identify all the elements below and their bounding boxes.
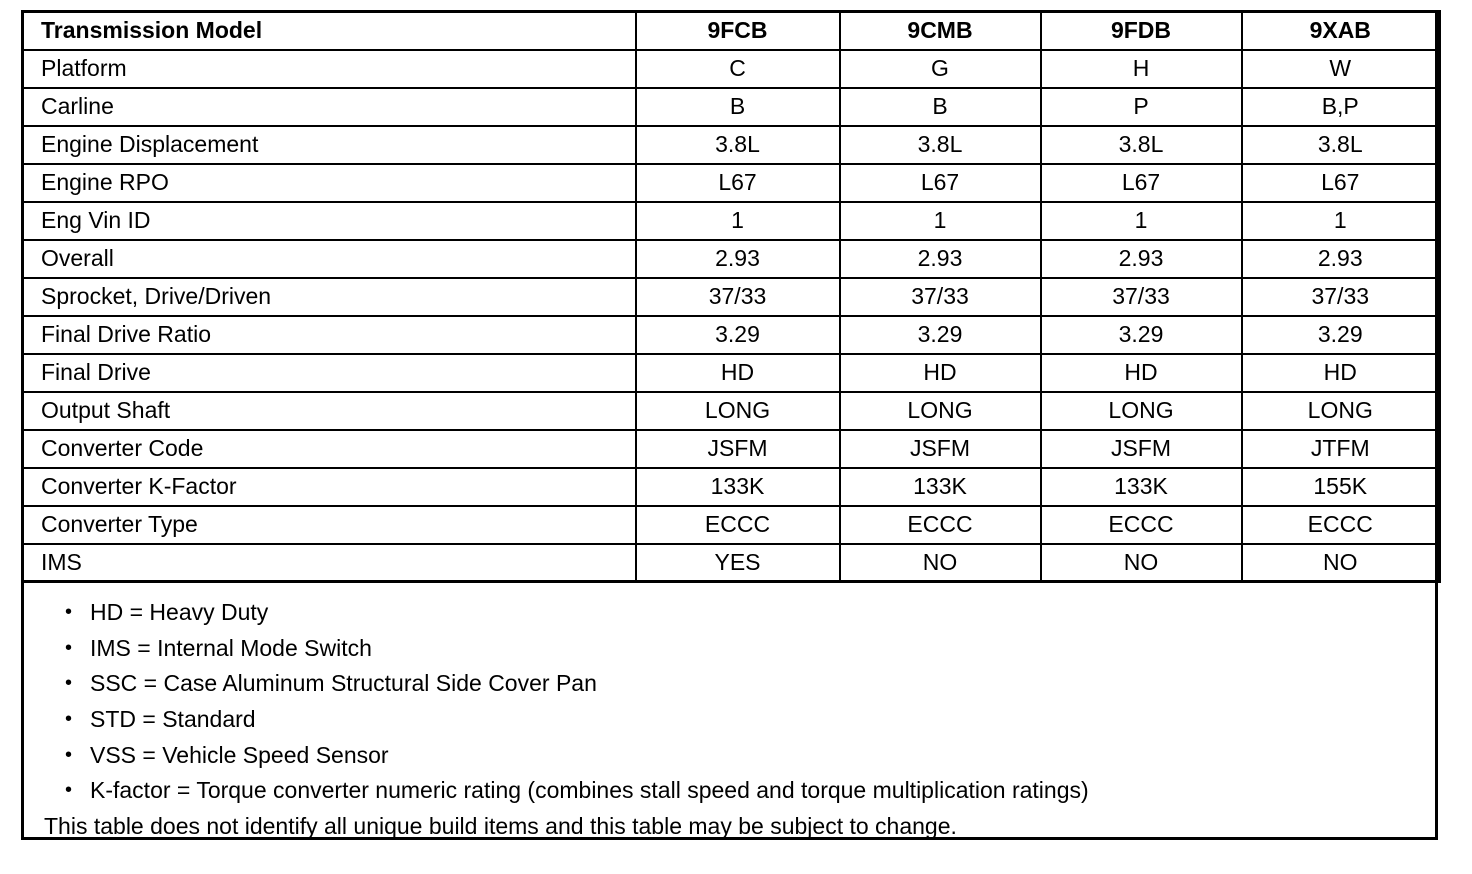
cell-value: LONG — [1041, 392, 1242, 430]
row-label: Final Drive Ratio — [23, 316, 636, 354]
cell-value: 2.93 — [840, 240, 1041, 278]
cell-value: L67 — [1242, 164, 1440, 202]
note-item — [44, 631, 1435, 667]
header-label: Transmission Model — [23, 12, 636, 50]
cell-value: HD — [840, 354, 1041, 392]
row-label: Overall — [23, 240, 636, 278]
cell-value: ECCC — [840, 506, 1041, 544]
cell-value: ECCC — [1041, 506, 1242, 544]
cell-value: H — [1041, 50, 1242, 88]
row-label: IMS — [23, 544, 636, 582]
cell-value: HD — [636, 354, 840, 392]
table-row — [23, 430, 1440, 468]
cell-value: 1 — [840, 202, 1041, 240]
table-row — [23, 50, 1440, 88]
cell-value: 133K — [636, 468, 840, 506]
note-text: IMS = Internal Mode Switch — [90, 634, 372, 661]
disclaimer-text: This table does not identify all unique build items and this table may be subject to change. — [44, 813, 957, 840]
cell-value: 3.8L — [636, 126, 840, 164]
cell-value: B — [840, 88, 1041, 126]
note-text: K-factor = Torque converter numeric rating (combines stall speed and torque multiplication ratings) — [90, 777, 1089, 804]
cell-value: 37/33 — [636, 278, 840, 316]
row-label: Engine Displacement — [23, 126, 636, 164]
note-text: VSS = Vehicle Speed Sensor — [90, 741, 389, 768]
table-row — [23, 88, 1440, 126]
cell-value: L67 — [840, 164, 1041, 202]
table-row — [23, 240, 1440, 278]
table-row — [23, 316, 1440, 354]
table-row — [23, 392, 1440, 430]
cell-value: ECCC — [1242, 506, 1440, 544]
note-item — [44, 773, 1435, 809]
note-item — [44, 595, 1435, 631]
transmission-spec-sheet — [21, 10, 1438, 840]
note-text: STD = Standard — [90, 706, 256, 733]
cell-value: LONG — [1242, 392, 1440, 430]
cell-value: 37/33 — [1242, 278, 1440, 316]
cell-value: 3.8L — [840, 126, 1041, 164]
row-label: Carline — [23, 88, 636, 126]
model-header-9xab: 9XAB — [1242, 12, 1440, 50]
table-row — [23, 126, 1440, 164]
note-text: HD = Heavy Duty — [90, 599, 269, 625]
cell-value: 37/33 — [840, 278, 1041, 316]
cell-value: G — [840, 50, 1041, 88]
cell-value: W — [1242, 50, 1440, 88]
cell-value: 2.93 — [1041, 240, 1242, 278]
cell-value: 2.93 — [636, 240, 840, 278]
cell-value: 1 — [1041, 202, 1242, 240]
cell-value: 133K — [1041, 468, 1242, 506]
table-header-row — [23, 12, 1440, 50]
bullet-icon: • — [65, 779, 73, 802]
cell-value: 1 — [1242, 202, 1440, 240]
notes-section — [24, 583, 1435, 844]
bullet-icon: • — [65, 708, 73, 731]
transmission-spec-table — [21, 10, 1441, 583]
row-label: Platform — [23, 50, 636, 88]
cell-value: HD — [1242, 354, 1440, 392]
note-item — [44, 702, 1435, 738]
note-text: SSC = Case Aluminum Structural Side Cover Pan — [90, 670, 597, 697]
row-label: Final Drive — [23, 354, 636, 392]
cell-value: 37/33 — [1041, 278, 1242, 316]
cell-value: 1 — [636, 202, 840, 240]
cell-value: LONG — [636, 392, 840, 430]
cell-value: NO — [840, 544, 1041, 582]
row-label: Engine RPO — [23, 164, 636, 202]
row-label: Converter Type — [23, 506, 636, 544]
cell-value: 155K — [1242, 468, 1440, 506]
model-header-9fdb: 9FDB — [1041, 12, 1242, 50]
cell-value: 3.29 — [636, 316, 840, 354]
model-header-9fcb: 9FCB — [636, 12, 840, 50]
table-row — [23, 202, 1440, 240]
cell-value: JTFM — [1242, 430, 1440, 468]
table-body — [23, 50, 1440, 582]
note-item — [44, 738, 1435, 774]
table-row — [23, 468, 1440, 506]
table-row — [23, 354, 1440, 392]
table-row — [23, 278, 1440, 316]
row-label: Converter Code — [23, 430, 636, 468]
cell-value: LONG — [840, 392, 1041, 430]
row-label: Output Shaft — [23, 392, 636, 430]
cell-value: C — [636, 50, 840, 88]
abbreviation-list — [44, 595, 1435, 809]
table-row — [23, 506, 1440, 544]
bullet-icon: • — [65, 601, 73, 623]
cell-value: NO — [1242, 544, 1440, 582]
cell-value: 133K — [840, 468, 1041, 506]
cell-value: L67 — [1041, 164, 1242, 202]
cell-value: P — [1041, 88, 1242, 126]
row-label: Eng Vin ID — [23, 202, 636, 240]
cell-value: HD — [1041, 354, 1242, 392]
cell-value: L67 — [636, 164, 840, 202]
row-label: Sprocket, Drive/Driven — [23, 278, 636, 316]
bullet-icon: • — [65, 743, 73, 766]
table-row — [23, 544, 1440, 582]
cell-value: 3.29 — [1242, 316, 1440, 354]
cell-value: 3.8L — [1041, 126, 1242, 164]
cell-value: YES — [636, 544, 840, 582]
cell-value: NO — [1041, 544, 1242, 582]
cell-value: B,P — [1242, 88, 1440, 126]
cell-value: 3.29 — [1041, 316, 1242, 354]
bullet-icon: • — [65, 636, 73, 659]
table-row — [23, 164, 1440, 202]
cell-value: 3.8L — [1242, 126, 1440, 164]
cell-value: JSFM — [1041, 430, 1242, 468]
cell-value: ECCC — [636, 506, 840, 544]
model-header-9cmb: 9CMB — [840, 12, 1041, 50]
row-label: Converter K-Factor — [23, 468, 636, 506]
cell-value: B — [636, 88, 840, 126]
bullet-icon: • — [65, 672, 73, 695]
cell-value: 2.93 — [1242, 240, 1440, 278]
note-item — [44, 666, 1435, 702]
cell-value: JSFM — [840, 430, 1041, 468]
cell-value: JSFM — [636, 430, 840, 468]
cell-value: 3.29 — [840, 316, 1041, 354]
